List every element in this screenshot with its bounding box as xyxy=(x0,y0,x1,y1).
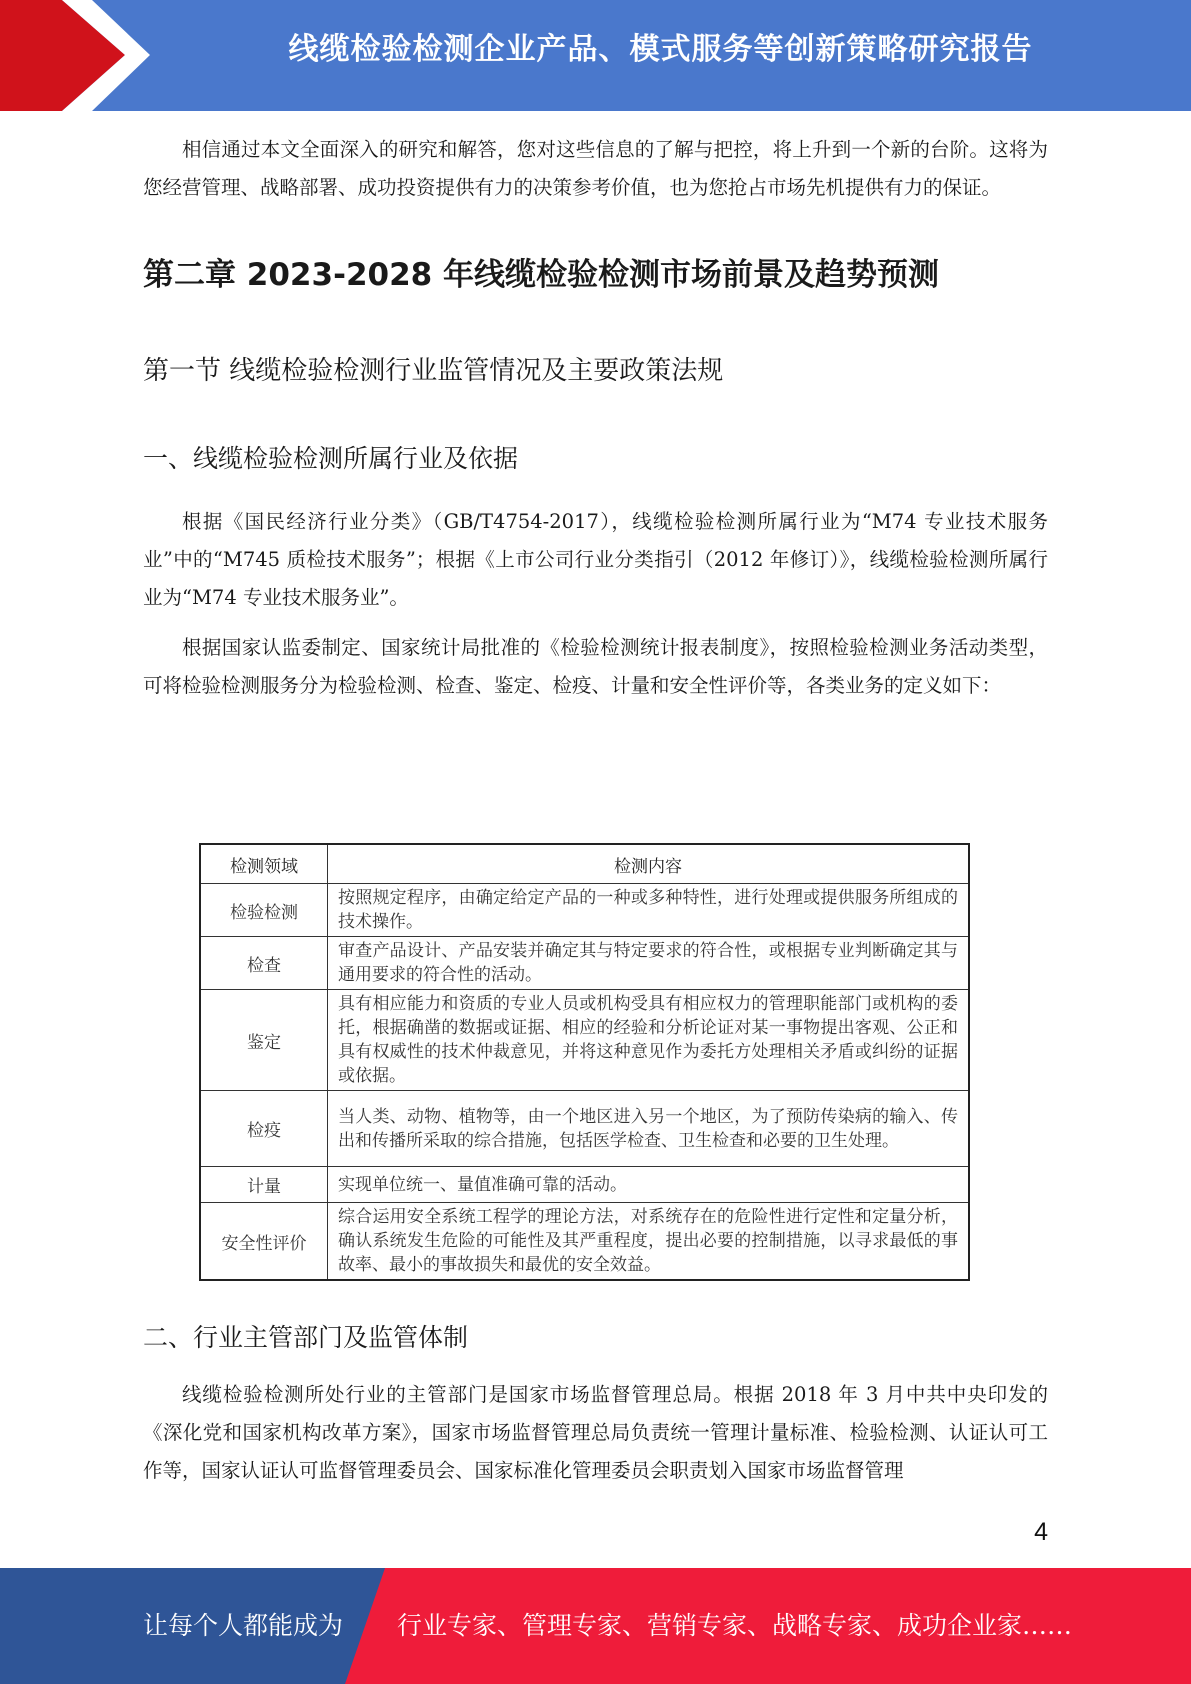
document-body-continued xyxy=(143,1318,1048,1490)
table-cell-content: 具有相应能力和资质的专业人员或机构受具有相应权力的管理职能部门或机构的委托，根据确凿的数据或证据、相应的经验和分析论证对某一事物提出客观、公正和具有权威性的技术仲裁意见，并将这种意见作为委托方处理相关矛盾或纠纷的证据或依据。 xyxy=(328,990,970,1091)
table-header-field: 检测领域 xyxy=(200,844,328,884)
document-body xyxy=(143,131,1048,705)
intro-paragraph: 相信通过本文全面深入的研究和解答，您对这些信息的了解与把控，将上升到一个新的台阶。这将为您经营管理、战略部署、成功投资提供有力的决策参考价值，也为您抢占市场先机提供有力的保证。 xyxy=(143,138,1048,199)
footer-slogan-right: 行业专家、管理专家、营销专家、战略专家、成功企业家…… xyxy=(397,1611,1073,1640)
table-cell-field: 检查 xyxy=(200,937,328,990)
page-number: 4 xyxy=(1034,1518,1048,1546)
table-cell-content: 审查产品设计、产品安装并确定其与特定要求的符合性，或根据专业判断确定其与通用要求的符合性的活动。 xyxy=(328,937,970,990)
header-arrow-decoration xyxy=(0,0,160,111)
header-title: 线缆检验检测企业产品、模式服务等创新策略研究报告 xyxy=(288,32,1033,67)
table-row xyxy=(200,1203,969,1281)
page-footer xyxy=(0,1568,1191,1684)
subsection-2-paragraph-1: 线缆检验检测所处行业的主管部门是国家市场监督管理总局。根据 2018 年 3 月中共中央印发的《深化党和国家机构改革方案》，国家市场监督管理总局负责统一管理计量标准、检验检测、认证认可工作等，国家认证认可监督管理委员会、国家标准化管理委员会职责划入国家市场监督管理 xyxy=(143,1383,1048,1482)
footer-slogan-left: 让每个人都能成为 xyxy=(143,1611,344,1640)
table-cell-field: 安全性评价 xyxy=(200,1203,328,1281)
definitions-table xyxy=(199,843,970,1281)
table-row xyxy=(200,937,969,990)
table-cell-field: 检疫 xyxy=(200,1091,328,1167)
subsection-1-paragraph-1: 根据《国民经济行业分类》（GB/T4754-2017），线缆检验检测所属行业为“M74 专业技术服务业”中的“M745 质检技术服务”；根据《上市公司行业分类指引（2012 年修订）》，线缆检验检测所属行业为“M74 专业技术服务业”。 xyxy=(143,510,1048,609)
table-row xyxy=(200,1167,969,1203)
page-header xyxy=(0,0,1191,111)
table-cell-content: 综合运用安全系统工程学的理论方法，对系统存在的危险性进行定性和定量分析，确认系统发生危险的可能性及其严重程度，提出必要的控制措施，以寻求最低的事故率、最小的事故损失和最优的安全效益。 xyxy=(328,1203,970,1281)
subsection-title-1: 一、线缆检验检测所属行业及依据 xyxy=(143,444,519,473)
table-cell-field: 鉴定 xyxy=(200,990,328,1091)
chapter-title: 第二章 2023-2028 年线缆检验检测市场前景及趋势预测 xyxy=(143,257,940,293)
table-cell-content: 实现单位统一、量值准确可靠的活动。 xyxy=(328,1167,970,1203)
table-row xyxy=(200,990,969,1091)
table-cell-content: 按照规定程序，由确定给定产品的一种或多种特性，进行处理或提供服务所组成的技术操作。 xyxy=(328,884,970,937)
table-row xyxy=(200,1091,969,1167)
definitions-table-wrapper xyxy=(199,843,970,1281)
subsection-1-paragraph-2: 根据国家认监委制定、国家统计局批准的《检验检测统计报表制度》，按照检验检测业务活动类型，可将检验检测服务分为检验检测、检查、鉴定、检疫、计量和安全性评价等，各类业务的定义如下： xyxy=(143,636,1048,697)
table-cell-content: 当人类、动物、植物等，由一个地区进入另一个地区，为了预防传染病的输入、传出和传播所采取的综合措施，包括医学检查、卫生检查和必要的卫生处理。 xyxy=(328,1091,970,1167)
table-row xyxy=(200,884,969,937)
table-header-row xyxy=(200,844,969,884)
table-cell-field: 检验检测 xyxy=(200,884,328,937)
section-title: 第一节 线缆检验检测行业监管情况及主要政策法规 xyxy=(143,356,724,386)
subsection-title-2: 二、行业主管部门及监管体制 xyxy=(143,1323,469,1352)
table-cell-field: 计量 xyxy=(200,1167,328,1203)
table-header-content: 检测内容 xyxy=(328,844,970,884)
